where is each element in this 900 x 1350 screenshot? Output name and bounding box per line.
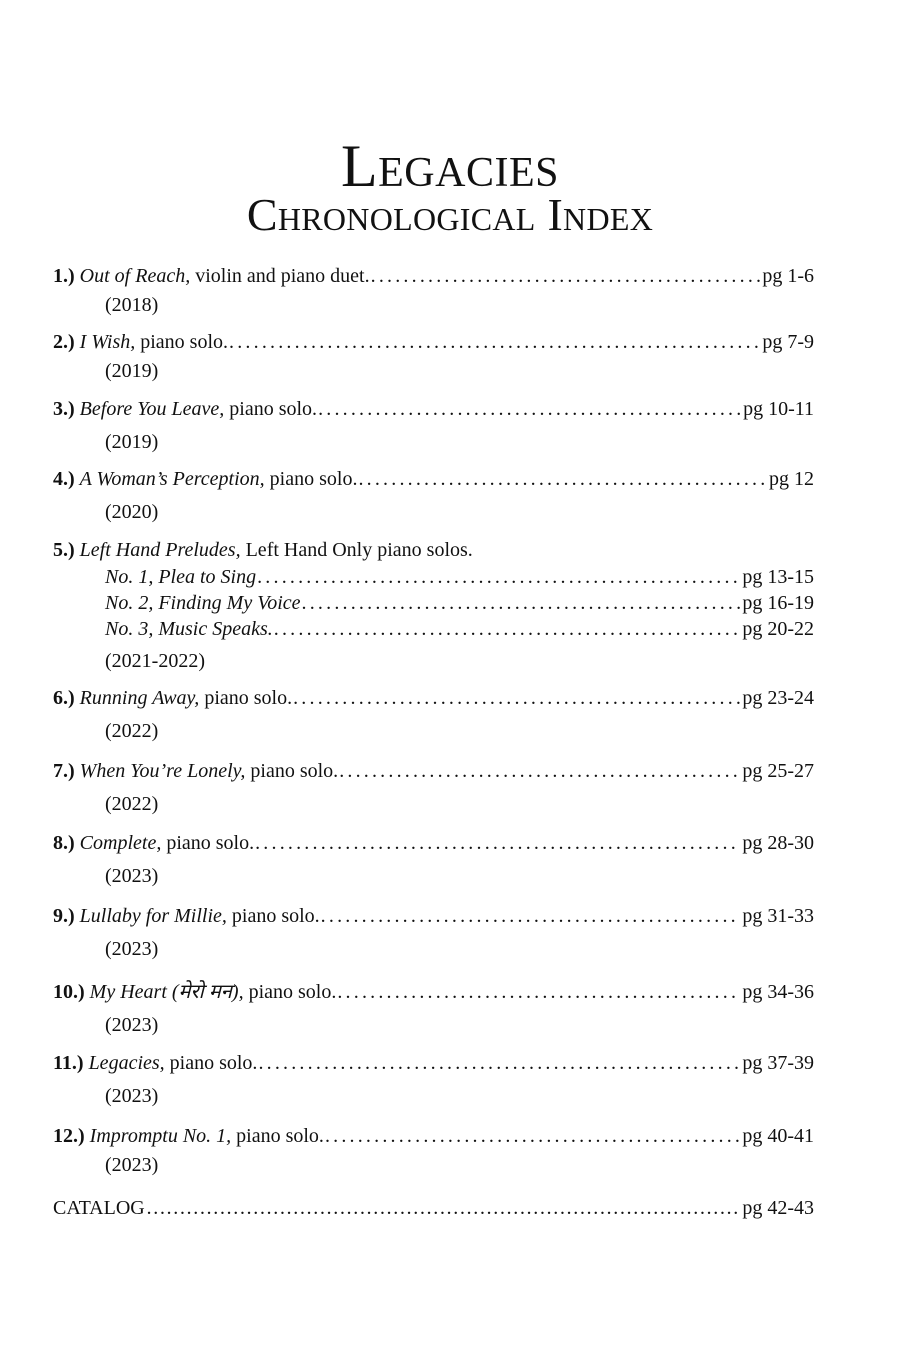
entry-description: violin and piano duet. — [190, 265, 370, 287]
entry-description: piano solo. — [199, 687, 293, 709]
catalog-entry — [53, 1194, 814, 1222]
catalog-label: CATALOG — [53, 1197, 145, 1219]
sub-item — [105, 564, 814, 590]
sub-item-page: pg 16-19 — [742, 592, 814, 614]
entry-title: When You’re Lonely, — [79, 760, 246, 782]
entry-year: (2018) — [105, 294, 159, 316]
entry-description: piano solo. — [135, 331, 229, 353]
entry-year: (2020) — [105, 501, 159, 523]
entry-page: pg 31-33 — [742, 905, 814, 927]
entry-year: (2022) — [105, 720, 159, 742]
dot-leader — [339, 757, 740, 785]
index-entry — [53, 1049, 814, 1111]
entry-year: (2023) — [105, 865, 159, 887]
dot-leader — [371, 262, 761, 290]
entry-description: piano solo. — [224, 398, 318, 420]
sub-list — [105, 564, 814, 642]
sub-item-title: No. 3, Music Speaks. — [105, 618, 273, 640]
entry-title: Running Away, — [79, 687, 200, 709]
index-entry — [53, 465, 814, 527]
entry-title: Impromptu No. 1, — [89, 1125, 232, 1147]
dot-leader — [293, 684, 740, 712]
entry-number: 8.) — [53, 832, 75, 854]
dot-leader — [321, 902, 741, 930]
index-entry — [53, 902, 814, 964]
entry-number: 4.) — [53, 468, 75, 490]
entry-description: piano solo. — [243, 981, 337, 1003]
entry-page: pg 34-36 — [742, 981, 814, 1003]
index-entry — [53, 328, 814, 386]
entry-year: (2021-2022) — [105, 650, 205, 672]
index-entry — [53, 1122, 814, 1180]
entry-page: pg 12 — [769, 468, 814, 490]
entry-number: 3.) — [53, 398, 75, 420]
index-entry — [53, 536, 814, 676]
sub-item-title: No. 2, Finding My Voice — [105, 592, 301, 614]
entry-title: My Heart (मेरो मन), — [89, 981, 244, 1003]
entry-title: Lullaby for Millie, — [79, 905, 227, 927]
entry-number: 1.) — [53, 265, 75, 287]
dot-leader — [325, 1122, 740, 1150]
page-title: Legacies — [341, 133, 559, 199]
entry-year: (2022) — [105, 793, 159, 815]
entry-page: pg 37-39 — [742, 1052, 814, 1074]
dot-leader — [318, 395, 741, 423]
index-entry — [53, 829, 814, 891]
entry-page: pg 28-30 — [742, 832, 814, 854]
dot-leader — [274, 616, 741, 642]
entry-description: piano solo. — [161, 832, 255, 854]
entry-year: (2023) — [105, 1154, 159, 1176]
dot-leader — [229, 328, 760, 356]
dot-leader — [337, 978, 740, 1006]
index-entry — [53, 395, 814, 457]
dot-leader — [302, 590, 741, 616]
entry-number: 9.) — [53, 905, 75, 927]
dot-leader — [257, 564, 740, 590]
entry-description: piano solo. — [231, 1125, 324, 1147]
entry-year: (2023) — [105, 938, 159, 960]
entry-description: piano solo. — [164, 1052, 258, 1074]
catalog-page: pg 42-43 — [742, 1197, 814, 1219]
sub-item — [105, 590, 814, 616]
entry-title: Out of Reach, — [79, 265, 191, 287]
sub-item-title: No. 1, Plea to Sing — [105, 566, 257, 588]
entry-title: Left Hand Preludes, — [79, 539, 241, 561]
dot-leader — [146, 1194, 741, 1222]
entry-title: Complete, — [79, 832, 162, 854]
entry-number: 2.) — [53, 331, 75, 353]
entry-description: piano solo. — [245, 760, 339, 782]
entry-description: piano solo. — [226, 905, 320, 927]
sub-item-page: pg 20-22 — [742, 618, 814, 640]
entry-number: 12.) — [53, 1125, 85, 1147]
entry-page: pg 23-24 — [742, 687, 814, 709]
entry-number: 5.) — [53, 539, 75, 561]
index-entry — [53, 757, 814, 819]
sub-item-page: pg 13-15 — [742, 566, 814, 588]
entry-description: Left Hand Only piano solos. — [240, 539, 473, 561]
entry-title: Legacies, — [88, 1052, 165, 1074]
entry-title: Before You Leave, — [79, 398, 225, 420]
sub-item — [105, 616, 814, 642]
dot-leader — [255, 829, 740, 857]
index-entry — [53, 684, 814, 746]
entry-title: I Wish, — [79, 331, 136, 353]
dot-leader — [258, 1049, 740, 1077]
entry-title: A Woman’s Perception, — [79, 468, 265, 490]
page-subtitle: Chronological Index — [246, 189, 654, 240]
entry-page: pg 7-9 — [762, 331, 814, 353]
index-entry — [53, 978, 814, 1040]
entry-number: 11.) — [53, 1052, 84, 1074]
entry-page: pg 40-41 — [742, 1125, 814, 1147]
entry-number: 7.) — [53, 760, 75, 782]
entry-number: 6.) — [53, 687, 75, 709]
dot-leader — [358, 465, 767, 493]
entry-page: pg 25-27 — [742, 760, 814, 782]
entry-page: pg 10-11 — [743, 398, 814, 420]
index-entry — [53, 262, 814, 320]
entry-year: (2023) — [105, 1085, 159, 1107]
entry-number: 10.) — [53, 981, 85, 1003]
entry-year: (2023) — [105, 1014, 159, 1036]
entry-year: (2019) — [105, 360, 159, 382]
entry-year: (2019) — [105, 431, 159, 453]
entry-page: pg 1-6 — [762, 265, 814, 287]
entry-description: piano solo. — [264, 468, 358, 490]
